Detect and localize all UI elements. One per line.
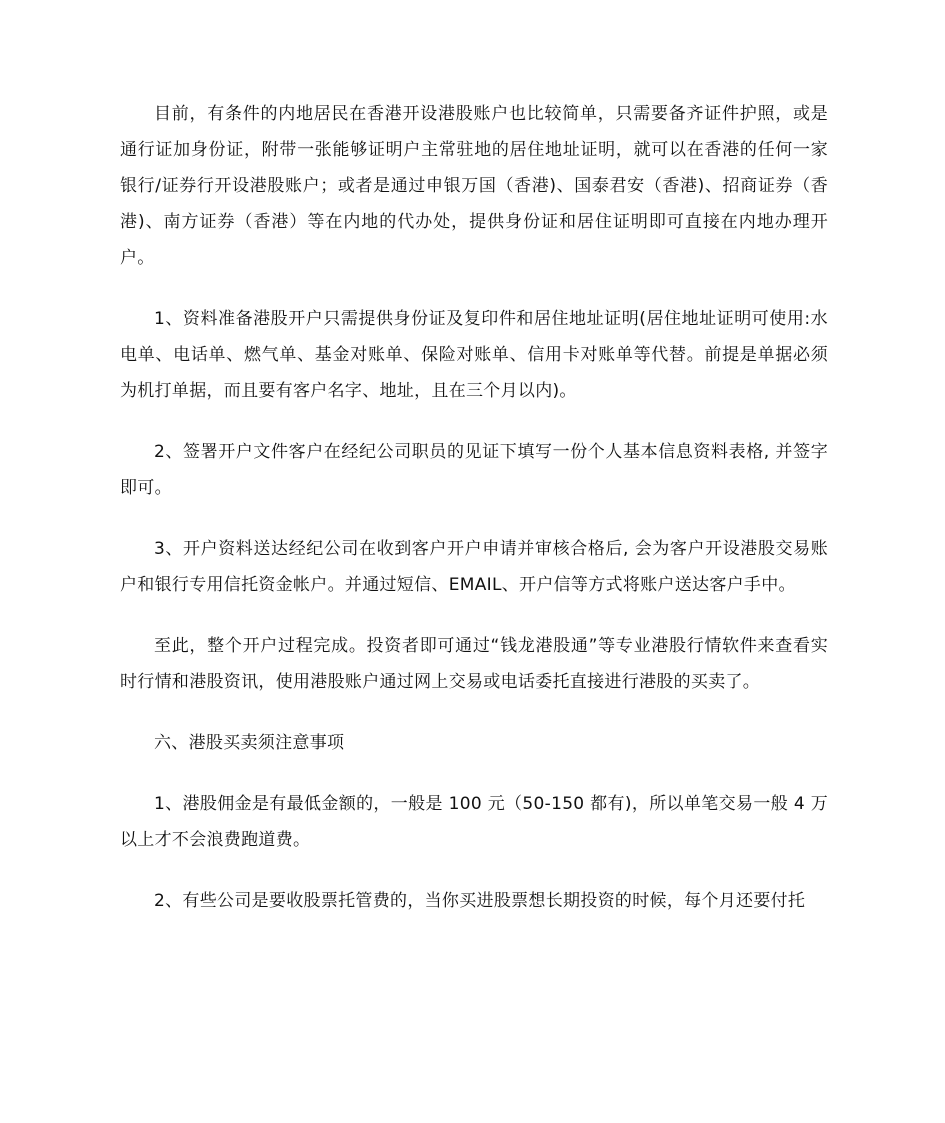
conclusion-paragraph: 至此，整个开户过程完成。投资者即可通过“钱龙港股通”等专业港股行情软件来查看实时行情和港股资讯，使用港股账户通过网上交易或电话委托直接进行港股的买卖了。: [120, 636, 828, 692]
document-body: [120, 96, 828, 919]
step-2-paragraph: 2、签署开户文件客户在经纪公司职员的见证下填写一份个人基本信息资料表格, 并签字即可。: [120, 442, 828, 498]
note-1-paragraph: 1、港股佣金是有最低金额的，一般是 100 元（50-150 都有)，所以单笔交易一般 4 万以上才不会浪费跑道费。: [120, 794, 828, 850]
section-heading: 六、港股买卖须注意事项: [154, 733, 345, 753]
note-2-paragraph: 2、有些公司是要收股票托管费的，当你买进股票想长期投资的时候，每个月还要付托: [154, 891, 806, 911]
step-1-paragraph: 1、资料准备港股开户只需提供身份证及复印件和居住地址证明(居住地址证明可使用:水电单、电话单、燃气单、基金对账单、保险对账单、信用卡对账单等代替。前提是单据必须为机打单据，而且要有客户名字、地址，且在三个月以内)。: [120, 309, 828, 401]
intro-paragraph: 目前，有条件的内地居民在香港开设港股账户也比较简单，只需要备齐证件护照，或是通行证加身份证，附带一张能够证明户主常驻地的居住地址证明，就可以在香港的任何一家银行/证券行开设港股账户；或者是通过申银万国（香港)、国泰君安（香港)、招商证券（香港)、南方证券（香港）等在内地的代办处，提供身份证和居住证明即可直接在内地办理开户。: [120, 104, 828, 268]
step-3-paragraph: 3、开户资料送达经纪公司在收到客户开户申请并审核合格后, 会为客户开设港股交易账户和银行专用信托资金帐户。并通过短信、EMAIL、开户信等方式将账户送达客户手中。: [120, 539, 828, 595]
